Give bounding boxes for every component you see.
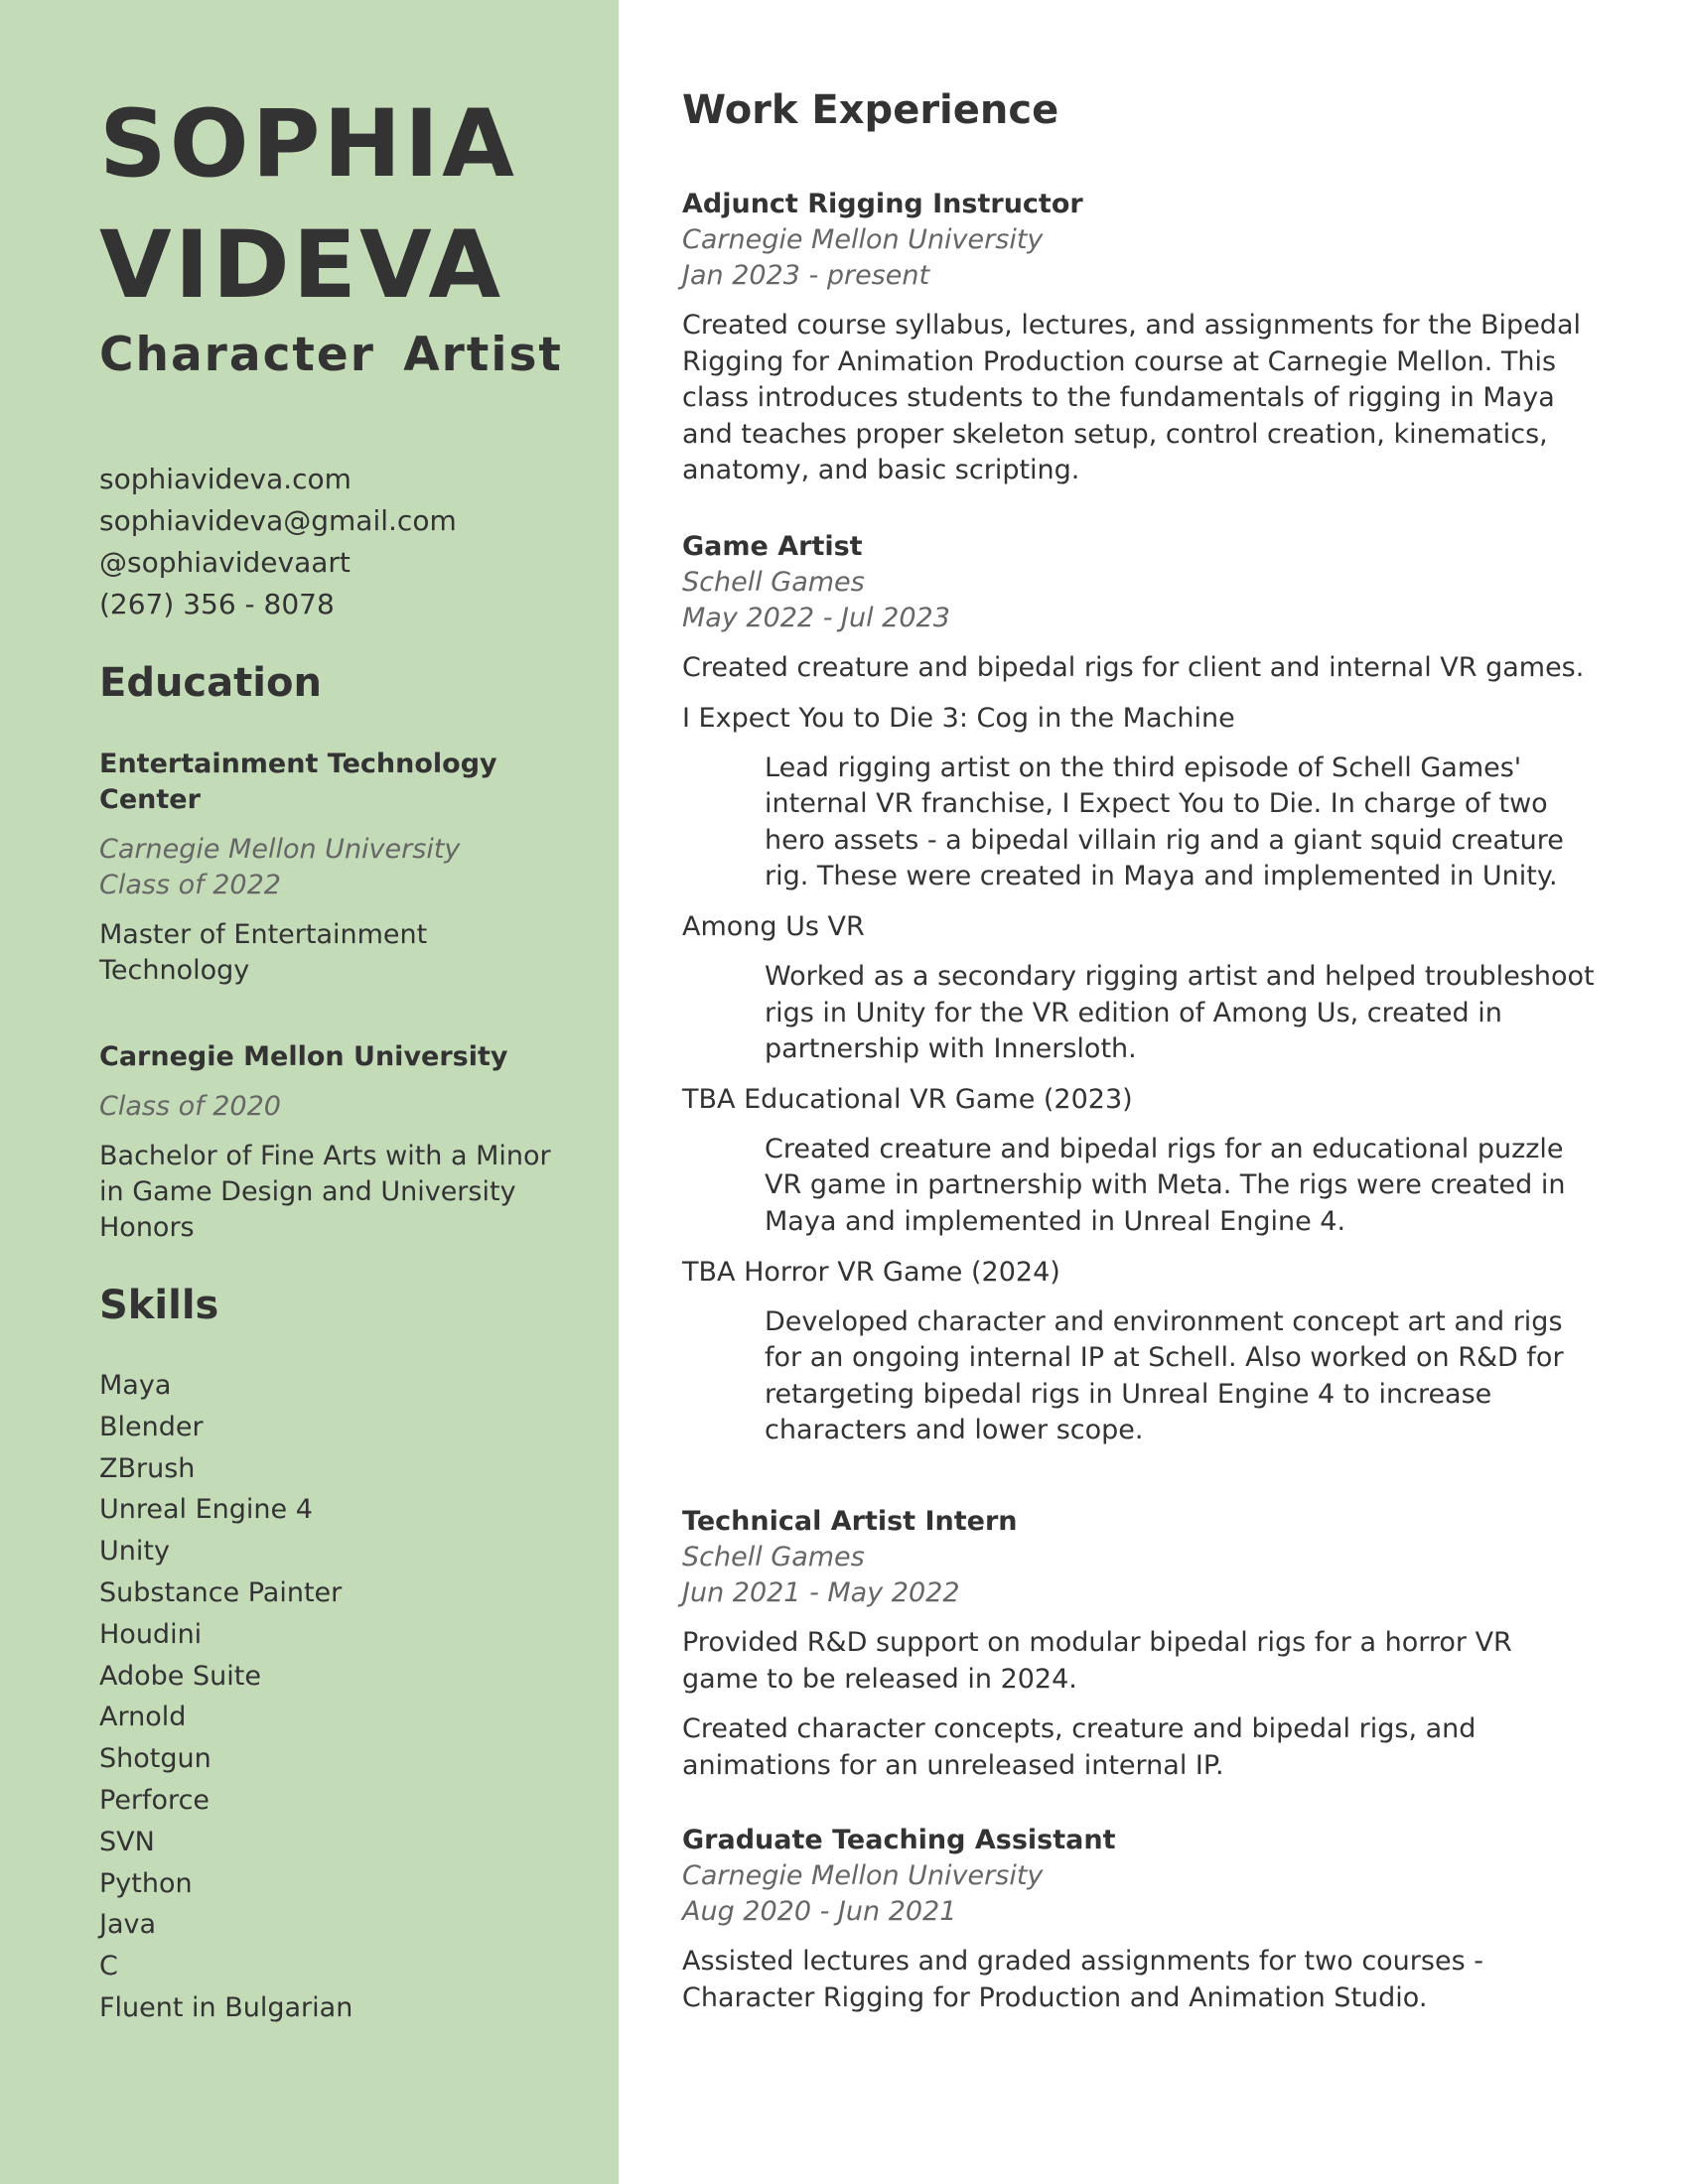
job-description: Assisted lectures and graded assignments for two courses - Character Rigging for Production and Animation Studio. — [682, 1946, 1483, 2013]
job-entry — [682, 529, 1596, 1449]
skill-item: Substance Painter — [99, 1576, 343, 1608]
project-description: Worked as a secondary rigging artist and helped troubleshoot rigs in Unity for the VR edition of Among Us, created in partnership with Innersloth. — [765, 960, 1595, 1065]
skill-item: Blender — [99, 1411, 204, 1442]
job-organization: Schell Games — [682, 567, 865, 598]
class-year: Class of 2022 — [99, 870, 281, 900]
last-name: VIDEVA — [99, 211, 504, 320]
project-name: I Expect You to Die 3: Cog in the Machine — [682, 702, 1235, 734]
project-description: Created creature and bipedal rigs for an educational puzzle VR game in partnership with Meta. The rigs were created in Maya and implemented in Unreal Engine 4. — [765, 1133, 1566, 1237]
skill-item: Python — [99, 1867, 193, 1899]
degree: Bachelor of Fine Arts with a Minor in Game Design and University Honors — [99, 1141, 551, 1243]
skill-item: Perforce — [99, 1784, 211, 1816]
skill-item: Shotgun — [99, 1743, 211, 1775]
first-name: SOPHIA — [99, 90, 517, 199]
job-dates: Jan 2023 - present — [682, 260, 930, 291]
skill-item: Arnold — [99, 1702, 187, 1733]
skill-item: Unreal Engine 4 — [99, 1494, 313, 1526]
project-name: TBA Educational VR Game (2023) — [682, 1083, 1133, 1115]
website-link[interactable]: sophiavideva.com — [99, 463, 352, 495]
skills-heading: Skills — [99, 1283, 219, 1328]
job-dates: Aug 2020 - Jun 2021 — [682, 1896, 957, 1927]
project-description: Lead rigging artist on the third episode of Schell Games' internal VR franchise, I Expect You to Die. In charge of two hero assets - a bipedal villain rig and a giant squid creature rig. These were created in Maya and implemented in Unity. — [765, 751, 1564, 892]
name-heading — [99, 84, 517, 327]
job-entry — [682, 1823, 1596, 2016]
job-description: Created creature and bipedal rigs for client and internal VR games. — [682, 652, 1585, 683]
job-title: Adjunct Rigging Instructor — [682, 189, 1083, 219]
job-title: Game Artist — [682, 531, 863, 562]
job-dates: Jun 2021 - May 2022 — [682, 1577, 960, 1608]
institution: Carnegie Mellon University — [99, 834, 461, 865]
role-title: Character Artist — [99, 328, 563, 382]
social-handle[interactable]: @sophiavidevaart — [99, 546, 351, 579]
phone-number: (267) 356 - 8078 — [99, 588, 335, 620]
degree: Master of Entertainment Technology — [99, 919, 428, 986]
skill-item: Unity — [99, 1536, 170, 1568]
job-description: Created character concepts, creature and bipedal rigs, and animations for an unreleased internal IP. — [682, 1713, 1477, 1781]
education-entry — [99, 1039, 566, 1246]
project-name: TBA Horror VR Game (2024) — [682, 1256, 1060, 1288]
job-description: Created course syllabus, lectures, and assignments for the Bipedal Rigging for Animation Production course at Carnegie Mellon. This class introduces students to the fundamentals of rigging in Maya and teaches proper skeleton setup, control creation, kinematics, anatomy, and basic scripting. — [682, 310, 1581, 486]
work-experience-heading: Work Experience — [682, 87, 1059, 133]
job-title: Graduate Teaching Assistant — [682, 1825, 1116, 1855]
job-organization: Schell Games — [682, 1542, 865, 1572]
school-name: Carnegie Mellon University — [99, 1041, 508, 1072]
project-description: Developed character and environment concept art and rigs for an ongoing internal IP at Schell. Also worked on R&D for retargeting bipedal rigs in Unreal Engine 4 to increase characters and lower scope. — [765, 1305, 1564, 1446]
email-link[interactable]: sophiavideva@gmail.com — [99, 504, 457, 537]
skills-list — [99, 1365, 352, 2029]
skill-item: Maya — [99, 1370, 172, 1401]
skill-item: Houdini — [99, 1618, 203, 1650]
skill-item: Adobe Suite — [99, 1660, 261, 1692]
skill-item: C — [99, 1951, 118, 1982]
job-entry — [682, 187, 1596, 489]
school-name: Entertainment Technology Center — [99, 749, 497, 815]
class-year: Class of 2020 — [99, 1091, 281, 1122]
contact-list — [99, 459, 457, 625]
skill-item: Fluent in Bulgarian — [99, 1991, 353, 2023]
education-entry — [99, 747, 566, 989]
skill-item: Java — [99, 1909, 157, 1941]
project-name: Among Us VR — [682, 910, 865, 942]
job-dates: May 2022 - Jul 2023 — [682, 603, 950, 633]
job-description: Provided R&D support on modular bipedal rigs for a horror VR game to be released in 2024. — [682, 1627, 1512, 1695]
job-title: Technical Artist Intern — [682, 1506, 1018, 1537]
job-organization: Carnegie Mellon University — [682, 224, 1044, 255]
job-entry — [682, 1504, 1596, 1784]
skill-item: ZBrush — [99, 1452, 196, 1484]
job-organization: Carnegie Mellon University — [682, 1860, 1044, 1891]
education-heading: Education — [99, 660, 322, 706]
skill-item: SVN — [99, 1826, 155, 1857]
